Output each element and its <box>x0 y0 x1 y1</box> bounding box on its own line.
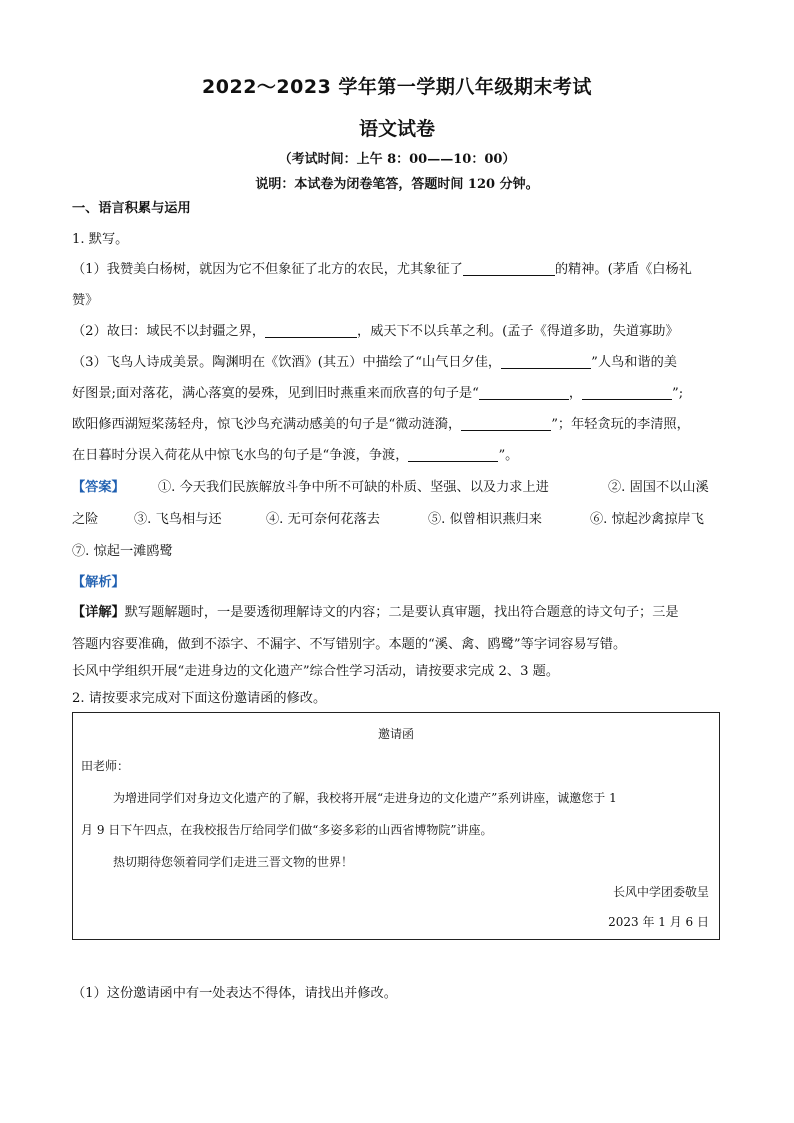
detail-label: 【详解】 <box>72 605 125 620</box>
q1-p3-text-i: ”。 <box>498 448 519 463</box>
detail-text-1: 默写题解题时，一是要透彻理解诗文的内容；二是要认真审题，找出符合题意的诗文句子；三是 <box>124 605 679 620</box>
answer-blank[interactable] <box>582 385 672 400</box>
q1-p3-text-f: 欧阳修西湖短桨荡轻舟，惊飞沙鸟充满动感美的句子是“微动涟漪， <box>72 417 462 432</box>
answer-item: 之险 <box>72 512 99 527</box>
answer-item: ①. 今天我们民族解放斗争中所不可缺的朴质、坚强、以及力求上进 <box>158 480 549 495</box>
q1-p3-text-c: 好图景;面对落花，满心落寞的晏殊，见到旧时燕重来而欣喜的句子是“ <box>72 386 479 401</box>
letter-body-1: 为增进同学们对身边文化遗产的了解，我校将开展“走进身边的文化遗产”系列讲座，诚邀您于 1 <box>113 791 617 805</box>
answer-blank[interactable] <box>461 416 551 431</box>
question-1-part-3-line-3 <box>72 413 690 432</box>
exam-subtitle: 语文试卷 <box>358 118 435 140</box>
answer-item: ⑦. 惊起一滩鸥鹭 <box>72 544 173 559</box>
q1-p3-text-g: ”；年轻贪玩的李清照， <box>551 417 690 432</box>
letter-greeting: 田老师： <box>81 759 130 773</box>
answer-blank[interactable] <box>463 261 555 276</box>
answer-item: ④. 无可奈何花落去 <box>266 512 380 527</box>
question-1-part-3-line-4 <box>72 444 518 463</box>
analysis-label: 【解析】 <box>72 575 125 590</box>
q1-p2-text-a: （2）故曰：域民不以封疆之界， <box>72 324 266 339</box>
answer-item: ③. 飞鸟相与还 <box>134 512 222 527</box>
context-text: 长风中学组织开展“走进身边的文化遗产”综合性学习活动，请按要求完成 2、3 题。 <box>72 664 560 679</box>
answer-blank[interactable] <box>479 385 569 400</box>
answer-label: 【答案】 <box>72 480 125 495</box>
question-1-part-3 <box>72 351 677 370</box>
answer-item: ②. 固国不以山溪 <box>608 480 709 495</box>
letter-sender: 长风中学团委敬呈 <box>612 885 709 899</box>
answer-item: ⑤. 似曾相识燕归来 <box>428 512 542 527</box>
letter-body-3: 热切期待您领着同学们走进三晋文物的世界！ <box>113 855 354 869</box>
question-1-part-2 <box>72 320 679 339</box>
letter-body-2: 月 9 日下午四点，在我校报告厅给同学们做“多姿多彩的山西省博物院”讲座。 <box>81 823 493 837</box>
q1-p3-text-b: ”人鸟和谐的美 <box>591 355 677 370</box>
question-2-sub-1: （1）这份邀请函中有一处表达不得体，请找出并修改。 <box>72 986 397 1001</box>
q1-p3-text-a: （3）飞鸟人诗成美景。陶渊明在《饮酒》(其五）中描绘了“山气日夕佳， <box>72 355 502 370</box>
question-1-part-1 <box>72 258 692 277</box>
q1-p3-text-d: ， <box>568 386 582 401</box>
answer-blank[interactable] <box>408 447 498 462</box>
exam-title: 2022～2023 学年第一学期八年级期末考试 <box>202 76 592 98</box>
q1-p1-text-b: 的精神。(茅盾《白杨礼 <box>554 262 692 277</box>
q1-p3-text-h: 在日暮时分误入荷花从中惊飞水鸟的句子是“争渡，争渡， <box>72 448 409 463</box>
question-1-part-3-line-2 <box>72 382 683 401</box>
q1-p1-text-a: （1）我赞美白杨树，就因为它不但象征了北方的农民，尤其象征了 <box>72 262 463 277</box>
question-1-label: 1. 默写。 <box>72 232 129 247</box>
answer-blank[interactable] <box>265 323 357 338</box>
answer-item: ⑥. 惊起沙禽掠岸飞 <box>590 512 704 527</box>
analysis-detail-line-2: 答题内容要准确，做到不添字、不漏字、不写错别字。本题的“溪、禽、鸥鹭”等字词容易写错。 <box>72 637 627 652</box>
q1-p2-text-b: ，威天下不以兵革之利。(孟子《得道多助，失道寡助》 <box>357 324 679 339</box>
analysis-detail-line-1 <box>72 601 679 620</box>
letter-title: 邀请函 <box>377 727 414 741</box>
invitation-letter-box <box>72 712 720 940</box>
answer-blank[interactable] <box>501 354 591 369</box>
question-2: 2. 请按要求完成对下面这份邀请函的修改。 <box>72 691 327 706</box>
exam-time: （考试时间：上午 8：00——10：00） <box>278 152 516 167</box>
section-heading: 一、语言积累与运用 <box>72 201 191 216</box>
letter-date: 2023 年 1 月 6 日 <box>608 915 709 929</box>
exam-note: 说明：本试卷为闭卷笔答，答题时间 120 分钟。 <box>255 177 539 192</box>
question-1-part-1-cont: 赞》 <box>72 293 99 308</box>
q1-p3-text-e: ”; <box>672 386 684 401</box>
